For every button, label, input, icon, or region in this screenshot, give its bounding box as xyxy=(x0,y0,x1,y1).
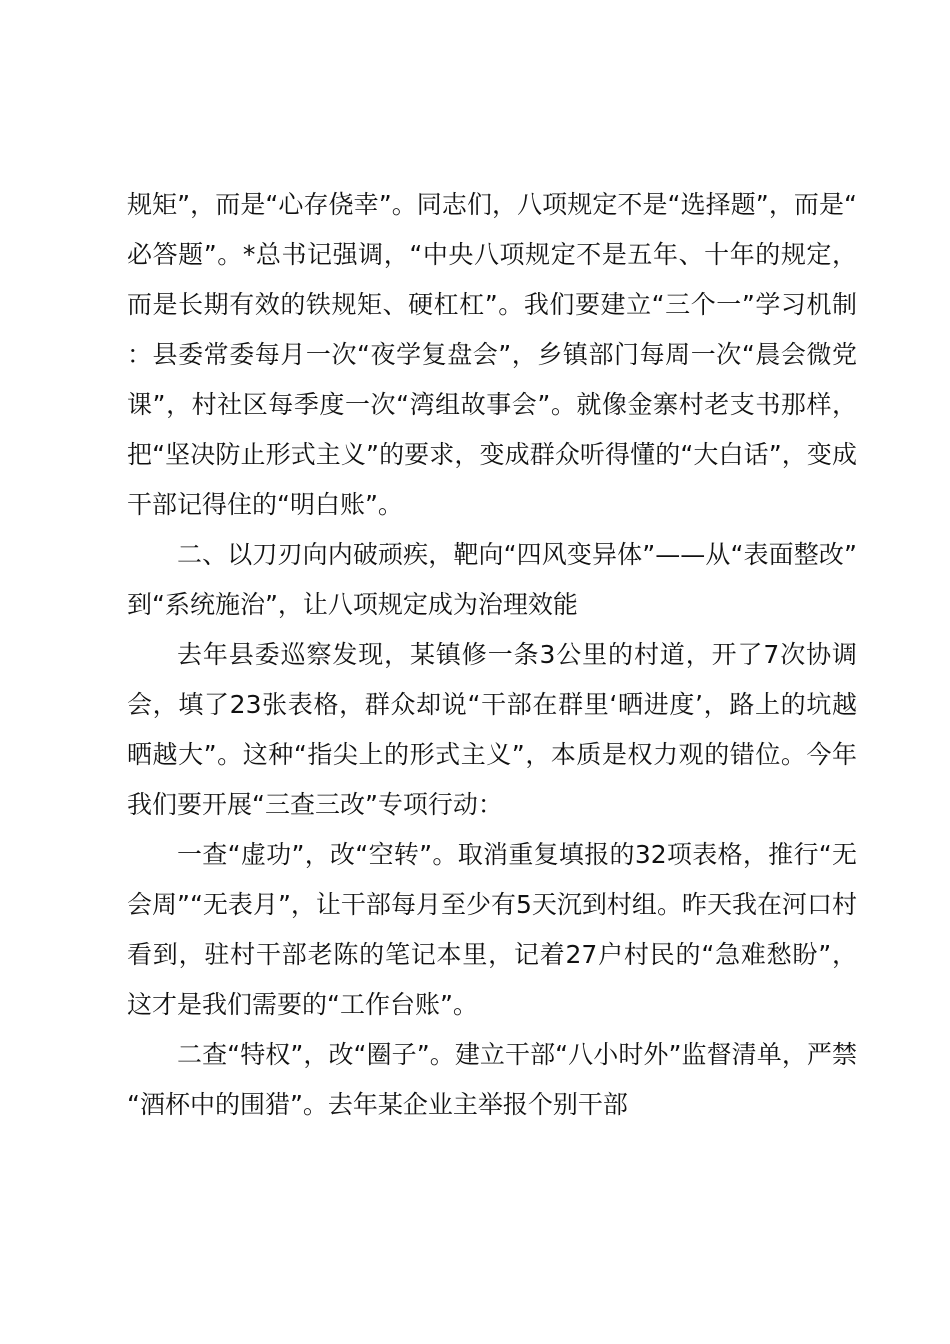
paragraph-inspection: 去年县委巡察发现，某镇修一条3公里的村道，开了7次协调会，填了23张表格，群众却说“干部在群里‘晒进度’，路上的坑越晒越大”。这种“指尖上的形式主义”，本质是权力观的错位。今年我们要开展“三查三改”专项行动： xyxy=(127,640,857,819)
section-heading-two: 二、以刀刃向内破顽疾，靶向“四风变异体”——从“表面整改”到“系统施治”，让八项规定成为治理效能 xyxy=(127,540,857,619)
document-body xyxy=(127,180,857,1130)
paragraph-check-two: 二查“特权”，改“圈子”。建立干部“八小时外”监督清单，严禁“酒杯中的围猎”。去年某企业主举报个别干部 xyxy=(127,1040,857,1119)
paragraph-check-one: 一查“虚功”，改“空转”。取消重复填报的32项表格，推行“无会周”“无表月”，让干部每月至少有5天沉到村组。昨天我在河口村看到，驻村干部老陈的笔记本里，记着27户村民的“急难愁盼”，这才是我们需要的“工作台账”。 xyxy=(127,840,857,1019)
paragraph-continuation: 规矩”，而是“心存侥幸”。同志们，八项规定不是“选择题”，而是“必答题”。*总书记强调，“中央八项规定不是五年、十年的规定，而是长期有效的铁规矩、硬杠杠”。我们要建立“三个一”学习机制：县委常委每月一次“夜学复盘会”，乡镇部门每周一次“晨会微党课”，村社区每季度一次“湾组故事会”。就像金寨村老支书那样，把“坚决防止形式主义”的要求，变成群众听得懂的“大白话”，变成干部记得住的“明白账”。 xyxy=(127,190,857,519)
